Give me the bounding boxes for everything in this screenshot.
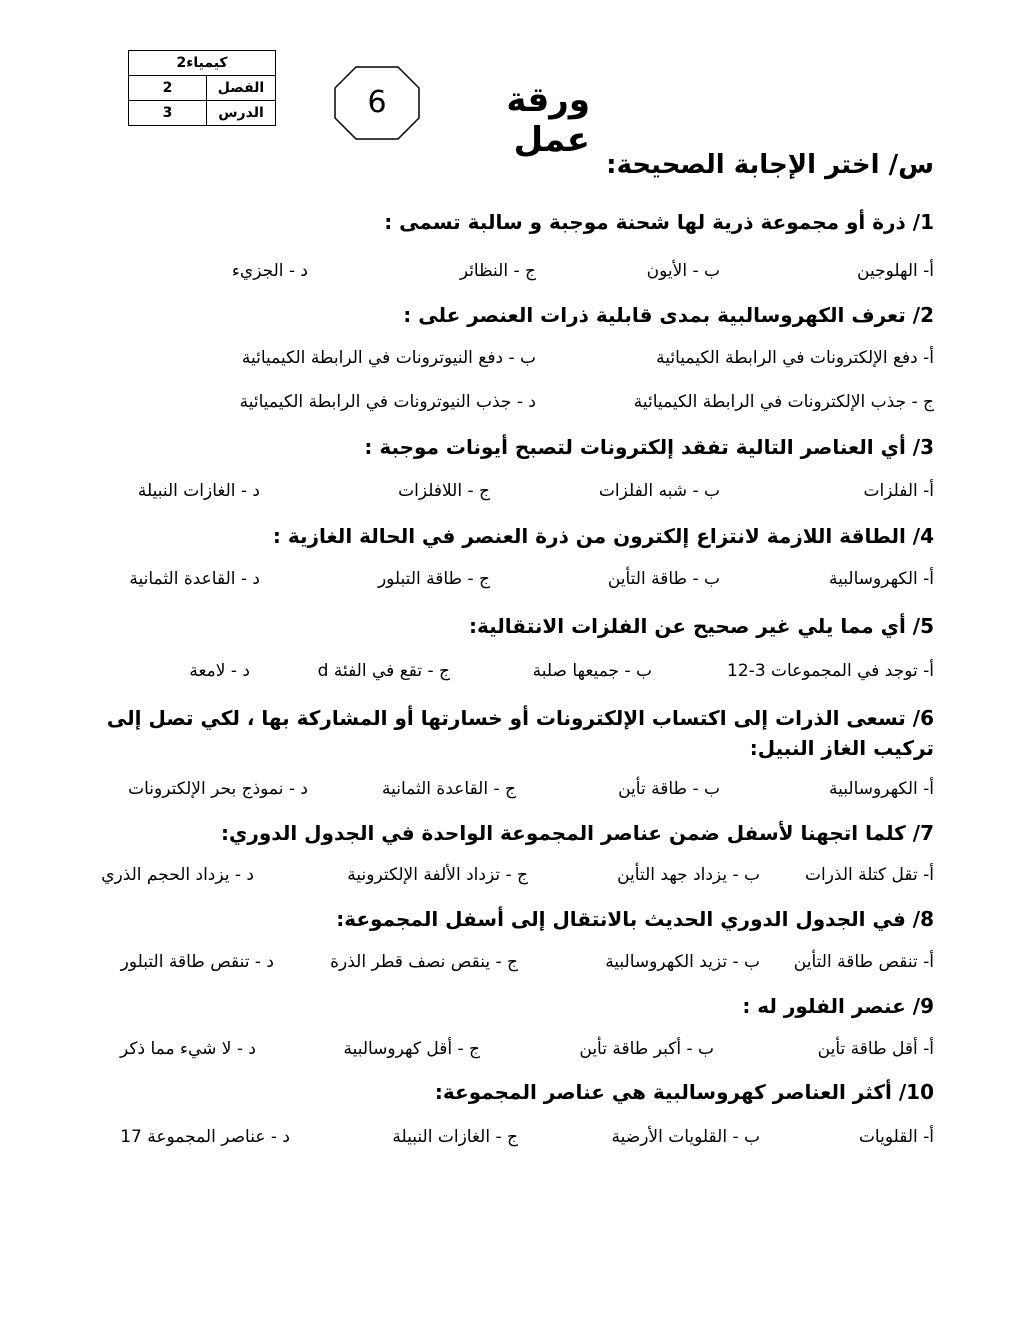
question-8: 8/ في الجدول الدوري الحديث بالانتقال إلى أسفل المجموعة: [336,907,934,931]
chapter-value: 2 [129,76,207,101]
q10-option-b: ب - القلويات الأرضية [611,1127,760,1147]
question-10: 10/ أكثر العناصر كهروسالبية هي عناصر المجموعة: [434,1080,934,1104]
q7-option-a: أ- تقل كتلة الذرات [804,865,934,885]
q4-option-a: أ- الكهروسالبية [829,569,934,589]
q4-option-d: د - القاعدة الثمانية [129,569,260,589]
q9-option-b: ب - أكبر طاقة تأين [579,1039,714,1059]
q6-option-b: ب - طاقة تأين [618,779,720,799]
info-table [128,50,276,126]
q2-option-d: د - جذب النيوترونات في الرابطة الكيميائية [239,392,536,412]
q6-option-a: أ- الكهروسالبية [829,779,934,799]
q5-option-c: ج - تقع في الفئة d [317,661,450,681]
q10-option-d: د - عناصر المجموعة 17 [120,1127,290,1147]
q9-option-a: أ- أقل طاقة تأين [817,1039,934,1059]
q4-option-c: ج - طاقة التبلور [377,569,490,589]
q3-option-c: ج - اللافلزات [398,481,490,501]
q10-option-a: أ- القلويات [858,1127,934,1147]
question-5: 5/ أي مما يلي غير صحيح عن الفلزات الانتقالية: [468,614,934,638]
chapter-label: الفصل [207,76,276,101]
subject-cell: 2كيمياء [129,51,276,76]
question-4: 4/ الطاقة اللازمة لانتزاع إلكترون من ذرة العنصر في الحالة الغازية : [272,524,934,548]
q8-option-d: د - تنقص طاقة التبلور [120,952,274,972]
q8-option-a: أ- تنقص طاقة التأين [793,952,934,972]
q9-option-c: ج - أقل كهروسالبية [343,1039,480,1059]
q2-option-a: أ- دفع الإلكترونات في الرابطة الكيميائية [656,348,934,368]
q2-option-c: ج - جذب الإلكترونات في الرابطة الكيميائية [633,392,934,412]
q8-option-c: ج - ينقص نصف قطر الذرة [330,952,518,972]
q1-option-b: ب - الأيون [646,261,720,281]
q4-option-b: ب - طاقة التأين [607,569,720,589]
q3-option-b: ب - شبه الفلزات [598,481,720,501]
q2-option-b: ب - دفع النيوترونات في الرابطة الكيميائية [241,348,536,368]
q7-option-b: ب - يزداد جهد التأين [617,865,760,885]
q6-option-c: ج - القاعدة الثمانية [382,779,516,799]
instruction-heading: س/ اختر الإجابة الصحيحة: [606,150,934,180]
question-6: 6/ تسعى الذرات إلى اكتساب الإلكترونات أو خسارتها أو المشاركة بها ، لكي تصل إلى تركيب الغاز النبيل: [106,706,934,760]
question-3: 3/ أي العناصر التالية تفقد إلكترونات لتصبح أيونات موجبة : [364,435,934,459]
sheet-number: 6 [367,85,387,120]
q10-option-c: ج - الغازات النبيلة [392,1127,518,1147]
q7-option-c: ج - تزداد الألفة الإلكترونية [347,865,528,885]
q1-option-c: ج - النظائر [459,261,536,281]
lesson-value: 3 [129,101,207,126]
question-7: 7/ كلما اتجهنا لأسفل ضمن عناصر المجموعة الواحدة في الجدول الدوري: [221,821,934,845]
q7-option-d: د - يزداد الحجم الذري [101,865,254,885]
q1-option-d: د - الجزيء [231,261,308,281]
q8-option-b: ب - تزيد الكهروسالبية [605,952,760,972]
q6-option-d: د - نموذج بحر الإلكترونات [128,779,308,799]
q5-option-b: ب - جميعها صلبة [532,661,652,681]
q1-option-a: أ- الهلوجين [857,261,934,281]
question-1: 1/ ذرة أو مجموعة ذرية لها شحنة موجبة و سالبة تسمى : [384,210,934,234]
q3-option-d: د - الغازات النبيلة [137,481,260,501]
question-9: 9/ عنصر الفلور له : [742,994,934,1018]
lesson-label: الدرس [207,101,276,126]
q5-option-a: أ- توجد في المجموعات 3-12 [727,661,934,681]
q5-option-d: د - لامعة [189,661,250,681]
question-2: 2/ تعرف الكهروسالبية بمدى قابلية ذرات العنصر على : [403,303,934,327]
q9-option-d: د - لا شيء مما ذكر [120,1039,256,1059]
sheet-title: ورقة عمل [506,80,590,160]
q3-option-a: أ- الفلزات [863,481,934,501]
